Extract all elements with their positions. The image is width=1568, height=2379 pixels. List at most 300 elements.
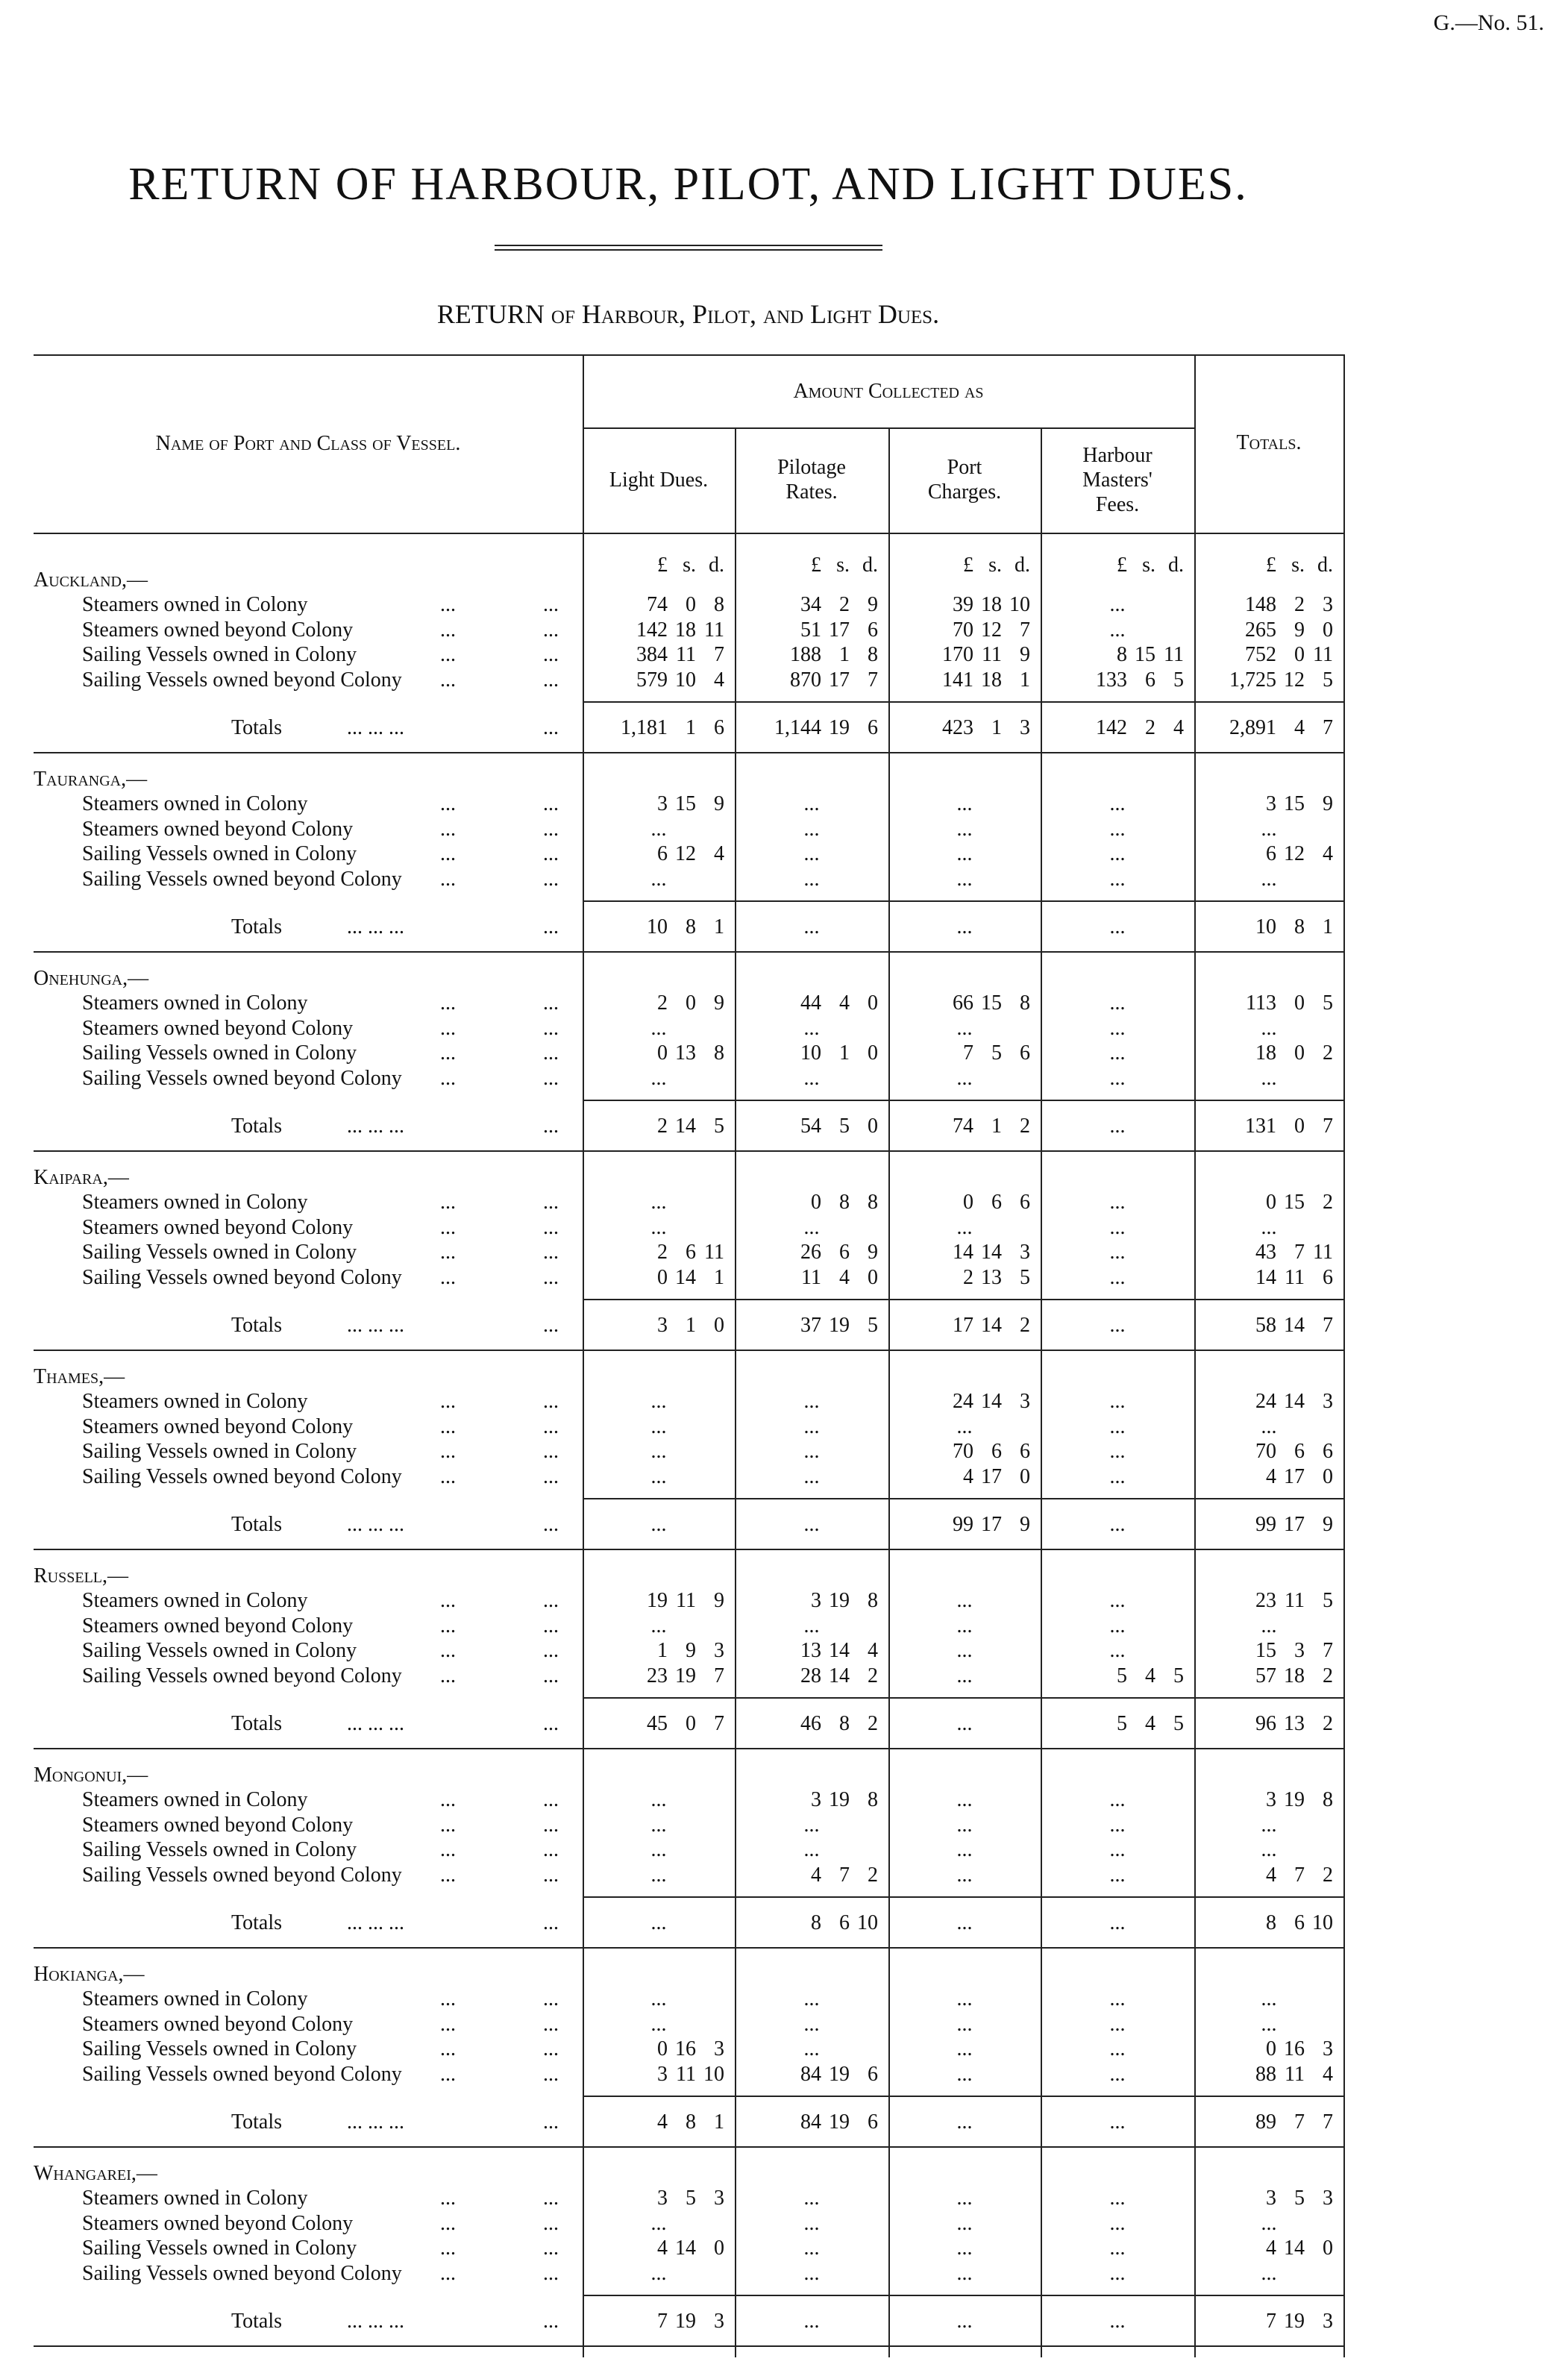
empty-value: ... xyxy=(650,1838,667,1861)
pounds-value: 99 xyxy=(1255,1513,1276,1536)
shillings-value: 8 xyxy=(839,1712,850,1735)
pence-value: 9 xyxy=(714,991,724,1015)
empty-value: ... xyxy=(1109,2310,1126,2333)
shillings-value: 18 xyxy=(1284,1664,1305,1687)
pounds-value: 34 xyxy=(800,593,821,616)
empty-value: ... xyxy=(956,2237,973,2260)
leader-dots: ... xyxy=(543,716,559,739)
empty-value: ... xyxy=(1109,1440,1126,1463)
totals-label: Totals xyxy=(231,915,283,938)
empty-value: ... xyxy=(1109,1513,1126,1536)
header-column-3: Masters' xyxy=(1082,468,1153,492)
shillings-value: 9 xyxy=(1294,618,1305,642)
shillings-value: 11 xyxy=(982,643,1002,666)
empty-value: ... xyxy=(803,1987,820,2010)
leader-dots: ... xyxy=(440,1639,456,1662)
vessel-class-label: Steamers owned in Colony xyxy=(82,1589,308,1612)
empty-value: ... xyxy=(803,2211,820,2235)
pence-value: 6 xyxy=(1323,1265,1333,1289)
empty-value: ... xyxy=(1261,1614,1277,1637)
leader-dots: ... xyxy=(543,1614,559,1637)
shillings-value: 11 xyxy=(676,1589,696,1612)
empty-value: ... xyxy=(650,867,667,891)
pence-value: 8 xyxy=(868,643,878,666)
empty-value: ... xyxy=(956,1215,973,1239)
shillings-value: 1 xyxy=(839,1041,850,1065)
pence-value: 1 xyxy=(714,915,724,938)
empty-value: ... xyxy=(956,1712,973,1735)
pence-value: 2 xyxy=(868,1863,878,1887)
empty-value: ... xyxy=(1109,991,1126,1015)
shillings-value: 7 xyxy=(839,1863,850,1887)
leader-dots: ... ... ... xyxy=(347,1115,404,1138)
leader-dots: ... xyxy=(543,1464,559,1488)
empty-value: ... xyxy=(650,1513,667,1536)
pence-value: 5 xyxy=(1173,1712,1184,1735)
empty-value: ... xyxy=(803,1016,820,1040)
pounds-value: 7 xyxy=(963,1041,973,1065)
header-column-0: Light Dues. xyxy=(609,468,709,492)
pounds-value: 58 xyxy=(1255,1314,1276,1337)
pounds-value: 74 xyxy=(953,1115,973,1138)
pence-value: 1 xyxy=(714,2110,724,2134)
empty-value: ... xyxy=(1261,1066,1277,1090)
vessel-class-label: Sailing Vessels owned in Colony xyxy=(82,842,357,865)
shillings-value: 1 xyxy=(991,716,1002,739)
subtotal-rule xyxy=(583,1896,1343,1898)
empty-value: ... xyxy=(650,1911,667,1934)
empty-value: ... xyxy=(1109,618,1126,642)
empty-value: ... xyxy=(1109,1863,1126,1887)
shillings-value: 4 xyxy=(1145,1712,1155,1735)
leader-dots: ... ... ... xyxy=(347,1911,404,1934)
pounds-value: 3 xyxy=(657,1314,668,1337)
pounds-value: 0 xyxy=(811,1191,821,1214)
leader-dots: ... xyxy=(440,1414,456,1438)
leader-dots: ... xyxy=(543,915,559,938)
shillings-value: 14 xyxy=(829,1639,850,1662)
shillings-value: 8 xyxy=(839,1191,850,1214)
empty-value: ... xyxy=(956,2310,973,2333)
shillings-value: 0 xyxy=(1294,1115,1305,1138)
empty-value: ... xyxy=(650,1813,667,1837)
empty-value: ... xyxy=(956,1414,973,1438)
vessel-class-label: Sailing Vessels owned beyond Colony xyxy=(82,867,402,891)
empty-value: ... xyxy=(650,1016,667,1040)
header-amount-collected: Amount Collected as xyxy=(793,380,984,403)
pence-value: 11 xyxy=(1164,643,1184,666)
vessel-class-label: Sailing Vessels owned beyond Colony xyxy=(82,1265,402,1289)
pounds-value: 6 xyxy=(1266,842,1276,865)
pounds-value: 752 xyxy=(1245,643,1276,666)
totals-label: Totals xyxy=(231,2110,283,2134)
table-top-rule xyxy=(34,354,1343,356)
leader-dots: ... xyxy=(543,1016,559,1040)
leader-dots: ... xyxy=(543,2211,559,2235)
empty-value: ... xyxy=(803,2261,820,2285)
unit-label: £ xyxy=(657,554,668,577)
shillings-value: 0 xyxy=(1294,1041,1305,1065)
pounds-value: 131 xyxy=(1245,1115,1276,1138)
pounds-value: 84 xyxy=(800,2062,821,2086)
shillings-value: 5 xyxy=(839,1115,850,1138)
leader-dots: ... xyxy=(440,1813,456,1837)
section-rule xyxy=(34,1150,1343,1152)
pounds-value: 0 xyxy=(657,1265,668,1289)
empty-value: ... xyxy=(1109,2261,1126,2285)
vessel-class-label: Sailing Vessels owned beyond Colony xyxy=(82,668,402,692)
header-column-2: Port xyxy=(947,456,982,479)
leader-dots: ... xyxy=(440,2012,456,2036)
pence-value: 0 xyxy=(868,1041,878,1065)
pounds-value: 4 xyxy=(657,2237,668,2260)
pounds-value: 2,891 xyxy=(1229,716,1276,739)
shillings-value: 19 xyxy=(829,2062,850,2086)
shillings-value: 0 xyxy=(1294,991,1305,1015)
empty-value: ... xyxy=(1109,817,1126,841)
pounds-value: 3 xyxy=(657,792,668,815)
shillings-value: 11 xyxy=(676,2062,696,2086)
pounds-value: 57 xyxy=(1255,1664,1276,1687)
empty-value: ... xyxy=(650,1863,667,1887)
unit-label: £ xyxy=(963,554,973,577)
shillings-value: 1 xyxy=(686,716,696,739)
pounds-value: 4 xyxy=(811,1863,821,1887)
pounds-value: 45 xyxy=(647,1712,668,1735)
pounds-value: 3 xyxy=(811,1589,821,1612)
pounds-value: 18 xyxy=(1255,1041,1276,1065)
shillings-value: 2 xyxy=(1145,716,1155,739)
pounds-value: 23 xyxy=(1255,1589,1276,1612)
pence-value: 5 xyxy=(1323,1589,1333,1612)
empty-value: ... xyxy=(956,2261,973,2285)
pounds-value: 10 xyxy=(1255,915,1276,938)
pounds-value: 10 xyxy=(800,1041,821,1065)
empty-value: ... xyxy=(1109,2062,1126,2086)
empty-value: ... xyxy=(650,817,667,841)
shillings-value: 0 xyxy=(686,593,696,616)
shillings-value: 10 xyxy=(675,668,696,692)
shillings-value: 1 xyxy=(991,1115,1002,1138)
vessel-class-label: Steamers owned beyond Colony xyxy=(82,1215,354,1239)
empty-value: ... xyxy=(803,1414,820,1438)
leader-dots: ... xyxy=(543,1863,559,1887)
pounds-value: 579 xyxy=(636,668,668,692)
leader-dots: ... xyxy=(440,668,456,692)
vessel-class-label: Steamers owned in Colony xyxy=(82,1987,308,2010)
empty-value: ... xyxy=(1109,1639,1126,1662)
pence-value: 3 xyxy=(1323,593,1333,616)
header-totals: Totals. xyxy=(1236,431,1302,454)
shillings-value: 14 xyxy=(981,1241,1002,1264)
pence-value: 7 xyxy=(1323,2110,1333,2134)
leader-dots: ... xyxy=(543,2237,559,2260)
pounds-value: 2 xyxy=(657,991,668,1015)
leader-dots: ... xyxy=(543,618,559,642)
pence-value: 3 xyxy=(1020,716,1030,739)
empty-value: ... xyxy=(956,2037,973,2060)
pounds-value: 1,181 xyxy=(621,716,668,739)
pounds-value: 37 xyxy=(800,1314,821,1337)
leader-dots: ... xyxy=(440,1464,456,1488)
pence-value: 5 xyxy=(714,1115,724,1138)
leader-dots: ... xyxy=(440,1987,456,2010)
pounds-value: 70 xyxy=(953,1440,973,1463)
shillings-value: 4 xyxy=(839,991,850,1015)
vessel-class-label: Sailing Vessels owned beyond Colony xyxy=(82,1066,402,1090)
pounds-value: 11 xyxy=(801,1265,821,1289)
leader-dots: ... xyxy=(543,1265,559,1289)
pounds-value: 14 xyxy=(953,1241,973,1264)
pounds-value: 0 xyxy=(657,1041,668,1065)
empty-value: ... xyxy=(650,1066,667,1090)
shillings-value: 13 xyxy=(981,1265,1002,1289)
shillings-value: 14 xyxy=(675,1115,696,1138)
shillings-value: 8 xyxy=(686,2110,696,2134)
vessel-class-label: Sailing Vessels owned in Colony xyxy=(82,2237,357,2260)
pence-value: 0 xyxy=(1020,1464,1030,1488)
vessel-class-label: Steamers owned beyond Colony xyxy=(82,817,354,841)
unit-label: s. xyxy=(683,554,696,577)
pounds-value: 2 xyxy=(657,1241,668,1264)
port-name: Auckland,— xyxy=(34,568,148,592)
pence-value: 9 xyxy=(868,593,878,616)
empty-value: ... xyxy=(1109,2012,1126,2036)
leader-dots: ... xyxy=(440,1440,456,1463)
shillings-value: 19 xyxy=(675,2310,696,2333)
pence-value: 10 xyxy=(1009,593,1030,616)
pence-value: 7 xyxy=(714,643,724,666)
shillings-value: 5 xyxy=(991,1041,1002,1065)
shillings-value: 17 xyxy=(981,1464,1002,1488)
pence-value: 0 xyxy=(868,991,878,1015)
shillings-value: 7 xyxy=(1294,1863,1305,1887)
pounds-value: 113 xyxy=(1246,991,1276,1015)
leader-dots: ... xyxy=(543,1838,559,1861)
section-rule xyxy=(34,1947,1343,1949)
pence-value: 0 xyxy=(1323,1464,1333,1488)
leader-dots: ... xyxy=(440,1066,456,1090)
pence-value: 3 xyxy=(1323,2187,1333,2210)
vessel-class-label: Sailing Vessels owned in Colony xyxy=(82,2037,357,2060)
pence-value: 3 xyxy=(714,1639,724,1662)
leader-dots: ... xyxy=(440,1191,456,1214)
pence-value: 2 xyxy=(1323,1712,1333,1735)
empty-value: ... xyxy=(956,2110,973,2134)
vessel-class-label: Sailing Vessels owned in Colony xyxy=(82,1041,357,1065)
vessel-class-label: Steamers owned in Colony xyxy=(82,1788,308,1811)
pounds-value: 384 xyxy=(636,643,668,666)
pounds-value: 3 xyxy=(811,1788,821,1811)
totals-label: Totals xyxy=(231,716,283,739)
leader-dots: ... xyxy=(543,1390,559,1413)
empty-value: ... xyxy=(803,1440,820,1463)
unit-label: s. xyxy=(1291,554,1305,577)
pounds-value: 3 xyxy=(657,2062,668,2086)
pounds-value: 142 xyxy=(636,618,668,642)
leader-dots: ... xyxy=(543,2310,559,2333)
empty-value: ... xyxy=(650,2012,667,2036)
pounds-value: 142 xyxy=(1096,716,1127,739)
vessel-class-label: Steamers owned in Colony xyxy=(82,1191,308,1214)
leader-dots: ... xyxy=(543,2110,559,2134)
shillings-value: 11 xyxy=(676,643,696,666)
pounds-value: 3 xyxy=(1266,2187,1276,2210)
vessel-class-label: Sailing Vessels owned beyond Colony xyxy=(82,1664,402,1687)
page-title: RETURN OF HARBOUR, PILOT, AND LIGHT DUES. xyxy=(128,159,1248,210)
pence-value: 8 xyxy=(1020,991,1030,1015)
header-column-1: Rates. xyxy=(785,480,838,504)
shillings-value: 14 xyxy=(981,1314,1002,1337)
shillings-value: 16 xyxy=(1284,2037,1305,2060)
vessel-class-label: Sailing Vessels owned beyond Colony xyxy=(82,2062,402,2086)
pounds-value: 1,144 xyxy=(774,716,821,739)
pence-value: 7 xyxy=(714,1664,724,1687)
pence-value: 8 xyxy=(1323,1788,1333,1811)
empty-value: ... xyxy=(1109,593,1126,616)
leader-dots: ... xyxy=(543,1066,559,1090)
unit-label: d. xyxy=(862,554,878,577)
pence-value: 2 xyxy=(1323,1041,1333,1065)
shillings-value: 9 xyxy=(686,1639,696,1662)
empty-value: ... xyxy=(1261,1813,1277,1837)
totals-label: Totals xyxy=(231,1115,283,1138)
shillings-value: 6 xyxy=(839,1911,850,1934)
pence-value: 7 xyxy=(1323,1115,1333,1138)
leader-dots: ... xyxy=(440,867,456,891)
leader-dots: ... xyxy=(543,817,559,841)
pounds-value: 19 xyxy=(647,1589,668,1612)
shillings-value: 1 xyxy=(839,643,850,666)
shillings-value: 15 xyxy=(981,991,1002,1015)
unit-label: d. xyxy=(1168,554,1184,577)
header-column-1: Pilotage xyxy=(777,456,846,479)
shillings-value: 18 xyxy=(675,618,696,642)
leader-dots: ... xyxy=(440,1863,456,1887)
page-reference: G.—No. 51. xyxy=(1433,10,1544,35)
shillings-value: 12 xyxy=(1284,668,1305,692)
leader-dots: ... xyxy=(543,1911,559,1934)
pence-value: 3 xyxy=(1323,1390,1333,1413)
empty-value: ... xyxy=(1109,2110,1126,2134)
pence-value: 6 xyxy=(868,716,878,739)
shillings-value: 13 xyxy=(675,1041,696,1065)
pence-value: 2 xyxy=(1323,1664,1333,1687)
empty-value: ... xyxy=(956,1838,973,1861)
pence-value: 4 xyxy=(868,1639,878,1662)
header-column-3: Fees. xyxy=(1095,492,1140,516)
vessel-class-label: Sailing Vessels owned beyond Colony xyxy=(82,1863,402,1887)
header-name-of-port: Name of Port and Class of Vessel. xyxy=(155,432,461,455)
shillings-value: 6 xyxy=(1294,1440,1305,1463)
shillings-value: 1 xyxy=(686,1314,696,1337)
pounds-value: 2 xyxy=(657,1115,668,1138)
shillings-value: 14 xyxy=(1284,1390,1305,1413)
unit-label: £ xyxy=(811,554,821,577)
empty-value: ... xyxy=(1109,1241,1126,1264)
leader-dots: ... xyxy=(440,2037,456,2060)
vessel-class-label: Sailing Vessels owned beyond Colony xyxy=(82,2261,402,2285)
pounds-value: 51 xyxy=(800,618,821,642)
pounds-value: 28 xyxy=(800,1664,821,1687)
pounds-value: 0 xyxy=(657,2037,668,2060)
empty-value: ... xyxy=(956,1016,973,1040)
unit-label: s. xyxy=(836,554,850,577)
pence-value: 8 xyxy=(868,1589,878,1612)
shillings-value: 17 xyxy=(1284,1464,1305,1488)
pounds-value: 2 xyxy=(963,1265,973,1289)
pence-value: 7 xyxy=(1323,1639,1333,1662)
subtotal-rule xyxy=(583,2295,1343,2296)
empty-value: ... xyxy=(803,915,820,938)
pounds-value: 133 xyxy=(1096,668,1127,692)
leader-dots: ... xyxy=(543,1813,559,1837)
unit-label: s. xyxy=(988,554,1002,577)
shillings-value: 8 xyxy=(1294,915,1305,938)
unit-label: d. xyxy=(1015,554,1030,577)
empty-value: ... xyxy=(1109,1390,1126,1413)
empty-value: ... xyxy=(1261,1838,1277,1861)
column-divider xyxy=(1194,354,1196,2357)
pounds-value: 84 xyxy=(800,2110,821,2134)
shillings-value: 19 xyxy=(675,1664,696,1687)
pence-value: 8 xyxy=(868,1788,878,1811)
empty-value: ... xyxy=(803,867,820,891)
pence-value: 0 xyxy=(714,1314,724,1337)
pence-value: 9 xyxy=(1323,1513,1333,1536)
leader-dots: ... xyxy=(440,1614,456,1637)
leader-dots: ... xyxy=(543,1639,559,1662)
empty-value: ... xyxy=(1109,1191,1126,1214)
pounds-value: 96 xyxy=(1255,1712,1276,1735)
pence-value: 6 xyxy=(1020,1191,1030,1214)
shillings-value: 17 xyxy=(829,618,850,642)
pounds-value: 5 xyxy=(1117,1712,1127,1735)
leader-dots: ... xyxy=(543,643,559,666)
shillings-value: 6 xyxy=(839,1241,850,1264)
pence-value: 3 xyxy=(1020,1390,1030,1413)
empty-value: ... xyxy=(956,842,973,865)
empty-value: ... xyxy=(956,1614,973,1637)
unit-label: s. xyxy=(1142,554,1155,577)
pence-value: 2 xyxy=(1323,1863,1333,1887)
shillings-value: 5 xyxy=(1294,2187,1305,2210)
shillings-value: 4 xyxy=(839,1265,850,1289)
leader-dots: ... xyxy=(440,1589,456,1612)
pounds-value: 24 xyxy=(953,1390,973,1413)
leader-dots: ... xyxy=(543,1589,559,1612)
empty-value: ... xyxy=(1109,1016,1126,1040)
leader-dots: ... xyxy=(440,593,456,616)
empty-value: ... xyxy=(956,2012,973,2036)
empty-value: ... xyxy=(1109,1838,1126,1861)
pence-value: 0 xyxy=(868,1265,878,1289)
pence-value: 6 xyxy=(868,618,878,642)
port-name: Onehunga,— xyxy=(34,967,149,990)
empty-value: ... xyxy=(803,842,820,865)
pounds-value: 265 xyxy=(1245,618,1276,642)
pounds-value: 3 xyxy=(1266,1788,1276,1811)
empty-value: ... xyxy=(650,1788,667,1811)
shillings-value: 15 xyxy=(1135,643,1155,666)
subtotal-rule xyxy=(583,1498,1343,1499)
empty-value: ... xyxy=(1109,1414,1126,1438)
shillings-value: 19 xyxy=(829,1589,850,1612)
leader-dots: ... xyxy=(440,1265,456,1289)
pence-value: 11 xyxy=(1313,1241,1333,1264)
empty-value: ... xyxy=(956,1813,973,1837)
subtotal-rule xyxy=(583,1697,1343,1699)
